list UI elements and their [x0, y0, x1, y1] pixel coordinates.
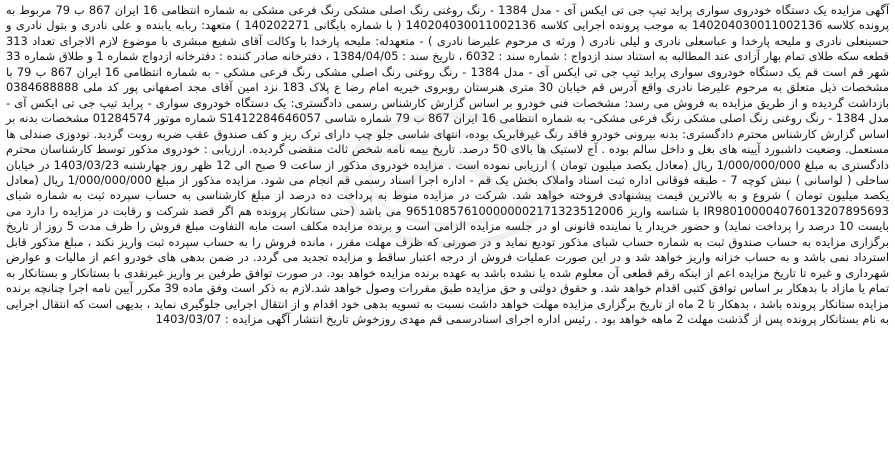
auction-notice-body: آگهی مزایده یک دستگاه خودروی سواری پراید تیپ جی تی ایکس آی - مدل 1384 - رنگ روغنی رنگ اصلی مشکی رنگ فرعی مشکی به شماره انتظامی 16 ایران 867 ب 79 مربوط به پرونده کلاسه 140204030011002136 به موجب پرونده اجرایی کلاسه 140204030011002136 ( با شماره بایگانی 140202271 ) متعهد: ربابه یابنده و علی نادری و بتول نادری و حسینعلی نادری و ملیحه پارخدا و عباسعلی نادری و لیلی نادری ( ورثه ی مرحوم علیرضا نادری ) - متعهدله: ملیحه پارخدا با وکالت آقای شفیع مبشری با موضوع لازم الاجرای تعداد 313 قطعه سکه طلای تمام بهار آزادی عند المطالبه به استناد سند ازدواج : شماره سند : 6032 ، تاریخ سند : 1384/04/05 ، دفترخانه صادر کننده : دفترخانه ازدواج شماره 1 و طلاق شماره 33 شهر قم است قم یک دستگاه خودروی سواری پراید تیپ جی تی ایکس آی - مدل 1384 - رنگ روغنی رنگ اصلی مشکی رنگ فرعی مشکی - به شماره انتظامی 16 ایران 867 ب 79 با مشخصات ذیل متعلق به مرحوم علیرضا نادری واقع آدرس قم خیابان 30 متری هنرستان روبروی خیریه امام رضا ع پلاک 183 نزد امین آقای مجد اصفهانی پور کد ملی 0384688888 بازداشت گردیده و از طریق مزایده به فروش می رسد: مشخصات فنی خودرو بر اساس گزارش کارشناس رسمی دادگستری: یک دستگاه خودروی سواری - پراید تیپ جی تی ایکس آی - مدل 1384 - رنگ روغنی رنگ اصلی مشکی رنگ فرعی مشکی- به شماره انتظامی 16 ایران 867 ب 79 شماره شاسی S1412284646057 شماره موتور 01284574 مشخصات بدنه بر اساس گزارش کارشناس محترم دادگستری: بدنه بیرونی خودرو فاقد رنگ غیرفابریک بوده، انتهای شاسی جلو چپ دارای ترک ریز و کف صندوق عقب ضربه روبت گردید. تودوزی صندلی ها مستعمل. وضعیت داشبورد آیینه های بغل و داخل سالم بوده . آج لاستیک ها بالای 50 درصد. تاریخ بیمه نامه شخص ثالث منقضی گردیده. ارزیابی : خودروی مذکور توسط کارشناسان محترم دادگستری به مبلغ 1/000/000/000 ریال (معادل یکصد میلیون تومان ) ارزیابی نموده است . مزایده خودروی مذکور از ساعت 9 صبح الی 12 ظهر روز چهارشنبه 1403/03/23 در خیابان ساحلی ( لواسانی ) نبش کوچه 7 - طبقه فوقانی اداره ثبت اسناد واملاک بخش یک قم - اداره اجرا اسناد رسمی قم انجام می شود. مزایده مذکور از مبلغ 1/000/000/000 ریال (معادل یکصد میلیون تومان ) شروع و به بالاترین قیمت پیشنهادی فروخته خواهد شد. شرکت در مزایده منوط به پرداخت ده درصد از مبلغ کارشناسی به حساب سپرده ثبت به شماره شبای IR980100004076013207895693 با شناسه واریز 965108576100000002171323512006 می باشد (حتی ستانکار پرونده هم اگر قصد شرکت و رقابت در مزایده را دارد می بایست 10 درصد را پرداخت نماید) و حضور خریدار یا نماینده قانونی او در جلسه مزایده الزامی است و برنده مزایده مکلف است مابه التفاوت مبلغ فروش را ظرف مدت 5 روز از تاریخ برگزاری مزایده به حساب صندوق ثبت به شماره حساب شبای مذکور تودیع نماید و در صورتی که ظرف مهلت مقرر ، مانده فروش را به حساب سپرده ثبت واریز نکند ، مبلغ مذکور قابل استرداد نمی باشد و به حساب خزانه واریز خواهد شد و در این صورت عملیات فروش از درجه اعتبار ساقط و مزایده تجدید می گردد. در ضمن بدهی های خودرو اعم از مالیات و عوارض شهرداری و غیره تا تاریخ مزایده اعم از اینکه رقم قطعی آن معلوم شده یا نشده باشد به عهده برنده مزایده خواهد بود. در صورت توافق طرفین بر واریز غیرنقدی با بستانکار و بستانکار به تمام یا مازاد با بدهکار بر اساس توافق کتبی اقدام خواهد شد. و حقوق دولتی و حق مزایده طبق مقررات وصول خواهد شد.لازم به ذکر است وفق ماده 39 مکرر آیین نامه اجرا چنانچه برنده مزایده ستانکار پرونده باشد ، بدهکار تا 2 ماه از تاریخ برگزاری مزایده مهلت خواهد داشت نسبت به تسویه بدهی خود اقدام و از انتقال اجرایی جلوگیری نماید ، بدیهی است که انتقال اجرایی به نام بستانکار پرونده پس از گذشت مهلت 2 ماهه خواهد بود . رئیس اداره اجرای اسنادرسمی قم مهدی روزخوش تاریخ انتشار آگهی مزایده : 1403/03/07: [6, 3, 890, 327]
